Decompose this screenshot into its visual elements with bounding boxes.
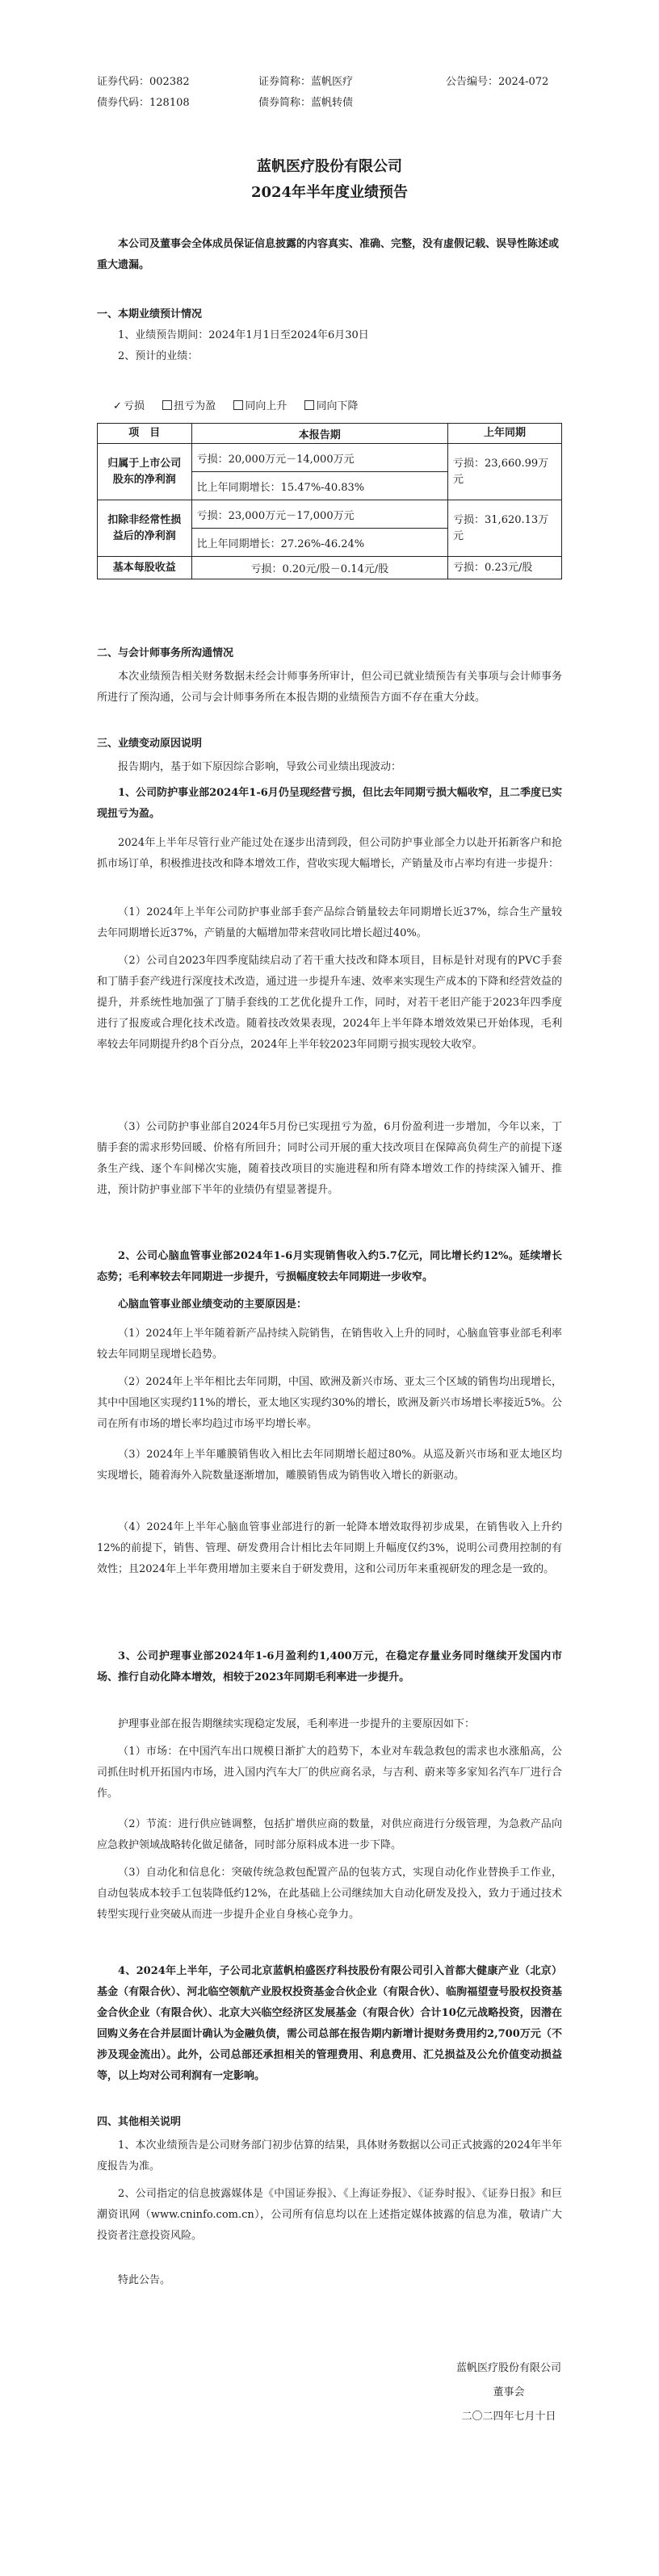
section-3-heading: 三、业绩变动原因说明 (97, 738, 203, 750)
report-title: 2024年半年度业绩预告 (250, 184, 409, 201)
cardio-item-4: （4）2024年上半年心脑血管事业部进行的新一轮降本增效取得初步成果，在销售收入上升约12%的前提下，销售、管理、研发费用合计相比去年同期上升幅度仅约3%，说明公司费用控制的有效性；且2024年上半年费用增加主要来自于研发费用，这和公司历年来重视研发的理念是一致的。 (97, 1521, 562, 1575)
protection-division-body: 2024年上半年尽管行业产能过处在逐步出清到段，但公司防护事业部全力以赴开拓新客户和抢抓市场订单，积极推进技改和降本增效工作，营收实现大幅增长，产销量及市占率均有进一步提升： (97, 837, 562, 870)
table-header-row (98, 424, 562, 444)
header-prior: 上年同期 (448, 424, 562, 444)
protection-division-heading: 1、公司防护事业部2024年1-6月仍呈现经营亏损，但比去年同期亏损大幅收窄，且二季度已实现扭亏为盈。 (97, 787, 562, 820)
bond-code: 债券代码：128108 (97, 97, 190, 109)
row-item: 基本每股收益 (98, 557, 192, 579)
cardio-item-1: （1）2024年上半年随着新产品持续入院销售，在销售收入上升的同时，心脑血管事业部毛利率较去年同期呈现增长趋势。 (97, 1328, 562, 1361)
care-division-heading: 3、公司护理事业部2024年1-6月盈利约1,400万元，在稳定存量业务同时继续开发国内市场、推行自动化降本增效，相较于2023年同期毛利率进一步提升。 (97, 1650, 562, 1683)
checkbox-icon (233, 400, 243, 410)
row-prior-value: 亏损：31,620.13万元 (448, 500, 562, 557)
other-note-2: 2、公司指定的信息披露媒体是《中国证券报》、《上海证券报》、《证券时报》、《证券日报》和巨潮资讯网（www.cninfo.com.cn），公司所有信息均以在上述指定媒体披露的信息为准，敬请广大投资者注意投资风险。 (97, 2188, 562, 2242)
company-title: 蓝帆医疗股份有限公司 (257, 158, 402, 175)
cardio-item-2: （2）2024年上半年相比去年同期，中国、欧洲及新兴市场、亚太三个区域的销售均出现增长，其中中国地区实现约11%的增长，亚太地区实现约30%的增长，欧洲及新兴市场增长率接近5%。公司在所有市场的增长率均趋过市场平均增长率。 (97, 1376, 562, 1430)
signature-board: 董事会 (493, 2386, 525, 2398)
board-notice: 本公司及董事会全体成员保证信息披露的内容真实、准确、完整，没有虚假记载、误导性陈述或重大遗漏。 (97, 238, 560, 271)
section-4-heading: 四、其他相关说明 (97, 2116, 182, 2128)
forecast-options (113, 399, 372, 415)
forecast-label: 2、预计的业绩： (118, 350, 199, 362)
row-current-growth: 比上年同期增长：27.26%-46.24% (191, 529, 447, 557)
bond-abbr: 债券简称：蓝帆转债 (258, 97, 354, 109)
forecast-period: 1、业绩预告期间：2024年1月1日至2024年6月30日 (118, 329, 369, 341)
row-prior-value: 亏损：0.23元/股 (448, 557, 562, 579)
option-loss: ✓ 亏损 (113, 399, 145, 415)
stock-code: 证券代码：002382 (97, 76, 190, 88)
section-1-heading: 一、本期业绩预计情况 (97, 308, 203, 320)
care-item-1: （1）市场：在中国汽车出口规模日渐扩大的趋势下，本业对车载急救包的需求也水涨船高，公司抓住时机开拓国内市场，进入国内汽车大厂的供应商名录，与吉利、蔚来等多家知名汽车厂进行合作。 (97, 1746, 562, 1800)
cardio-item-3: （3）2024年上半年雕膜销售收入相比去年同期增长超过80%。从巡及新兴市场和亚太地区均实现增长，随着海外入院数量逐渐增加，雕膜销售成为销售收入增长的新驱动。 (97, 1449, 562, 1482)
protection-item-1: （1）2024年上半年公司防护事业部手套产品综合销量较去年同期增长近37%，综合生产量较去年同期增长近37%，产销量的大幅增加带来营收同比增长超过40%。 (97, 906, 562, 939)
forecast-table (97, 423, 562, 579)
row-prior-value: 亏损：23,660.99万元 (448, 444, 562, 500)
option-decrease: 同向下降 (304, 399, 358, 415)
option-increase: 同向上升 (233, 399, 287, 415)
row-item: 扣除非经常性损益后的净利润 (98, 500, 192, 557)
care-item-3: （3）自动化和信息化：突破传统急救包配置产品的包装方式，实现自动化作业替换手工作业，自动包装成本较手工包装降低约12%，在此基础上公司继续加大自动化研发及投入，致力于通过技术转型实现行业突破从而进一步提升企业自身核心竞争力。 (97, 1867, 562, 1921)
cardio-division-heading: 2、公司心脑血管事业部2024年1-6月实现销售收入约5.7亿元，同比增长约12%。延续增长态势；毛利率较去年同期进一步提升，亏损幅度较去年同期进一步收窄。 (97, 1250, 562, 1283)
signature-date: 二〇二四年七月十日 (461, 2411, 556, 2423)
option-turnaround: 扭亏为盈 (162, 399, 216, 415)
header-item: 项 目 (98, 424, 192, 444)
row-current-value: 亏损：0.20元/股－0.14元/股 (191, 557, 447, 579)
section-2-text: 本次业绩预告相关财务数据未经会计师事务所审计，但公司已就业绩预告有关事项与会计师事务所进行了预沟通，公司与会计师事务所在本报告期的业绩预告方面不存在重大分歧。 (97, 671, 562, 704)
row-current-value: 亏损：20,000万元－14,000万元 (191, 444, 447, 472)
checkmark-icon: ✓ (113, 400, 122, 412)
strategic-investment-paragraph: 4、2024年上半年，子公司北京蓝帆柏盛医疗科技股份有限公司引入首都大健康产业（北京）基金（有限合伙）、河北临空领航产业股权投资基金合伙企业（有限合伙）、临朐福望壹号股权投资基金合伙企业（有限合伙）、北京大兴临空经济区发展基金（有限合伙）合计10亿元战略投资，因潜在回购义务在合并层面计确认为金融负债，需公司总部在报告期内新增计提财务费用约2,700万元（不涉及现金流出）。此外，公司总部还承担相关的管理费用、利息费用、汇兑损益及公允价值变动损益等，以上均对公司利润有一定影响。 (97, 1965, 562, 2082)
stock-abbr: 证券简称：蓝帆医疗 (258, 76, 354, 88)
other-note-1: 1、本次业绩预告是公司财务部门初步估算的结果，具体财务数据以公司正式披露的2024年半年度报告为准。 (97, 2139, 562, 2172)
section-3-intro: 报告期内，基于如下原因综合影响，导致公司业绩出现波动： (118, 761, 402, 773)
closing-text: 特此公告。 (118, 2274, 171, 2286)
row-current-growth: 比上年同期增长：15.47%-40.83% (191, 472, 447, 500)
signature-company: 蓝帆医疗股份有限公司 (455, 2362, 561, 2374)
row-item: 归属于上市公司股东的净利润 (98, 444, 192, 500)
protection-item-2: （2）公司自2023年四季度陆续启动了若干重大技改和降本项目，目标是针对现有的PVC手套和丁腈手套产线进行深度技术改造，通过进一步提升车速、效率来实现生产成本的下降和经营效益的提升，并系统性地加强了丁腈手套线的工艺优化提升工作，同时，对若干老旧产能于2023年四季度进行了报废或合理化技术改造。随着技改效果表现，2024年上半年降本增效效果已开始体现，毛利率较去年同期提升约8个百分点，2024年上半年较2023年同期亏损实现较大收窄。 (97, 955, 563, 1051)
header-current: 本报告期 (191, 424, 447, 444)
protection-item-3: （3）公司防护事业部自2024年5月份已实现扭亏为盈，6月份盈利进一步增加，今年以来，丁腈手套的需求形势回暖、价格有所回升；同时公司开展的重大技改项目在保障高负荷生产的前提下逐条生产线、逐个车间梯次实施，随着技改项目的实施进程和所有降本增效工作的持续深入铺开、推进，预计防护事业部下半年的业绩仍有望显著提升。 (97, 1121, 562, 1196)
cardio-division-subheading: 心脑血管事业部业绩变动的主要原因是： (118, 1298, 308, 1311)
row-current-value: 亏损：23,000万元－17,000万元 (191, 500, 447, 529)
checkbox-icon (162, 400, 172, 410)
care-division-subheading: 护理事业部在报告期继续实现稳定发展，毛利率进一步提升的主要原因如下： (118, 1718, 476, 1730)
care-item-2: （2）节流：进行供应链调整，包括扩增供应商的数量，对供应商进行分级管理，为急救产品向应急救护领域战略转化做足储备，同时部分原料成本进一步下降。 (97, 1818, 562, 1851)
checkbox-icon (304, 400, 314, 410)
table-row (98, 500, 562, 529)
table-row (98, 557, 562, 579)
table-row (98, 444, 562, 472)
section-2-heading: 二、与会计师事务所沟通情况 (97, 647, 234, 659)
notice-number: 公告编号：2024-072 (446, 76, 549, 88)
